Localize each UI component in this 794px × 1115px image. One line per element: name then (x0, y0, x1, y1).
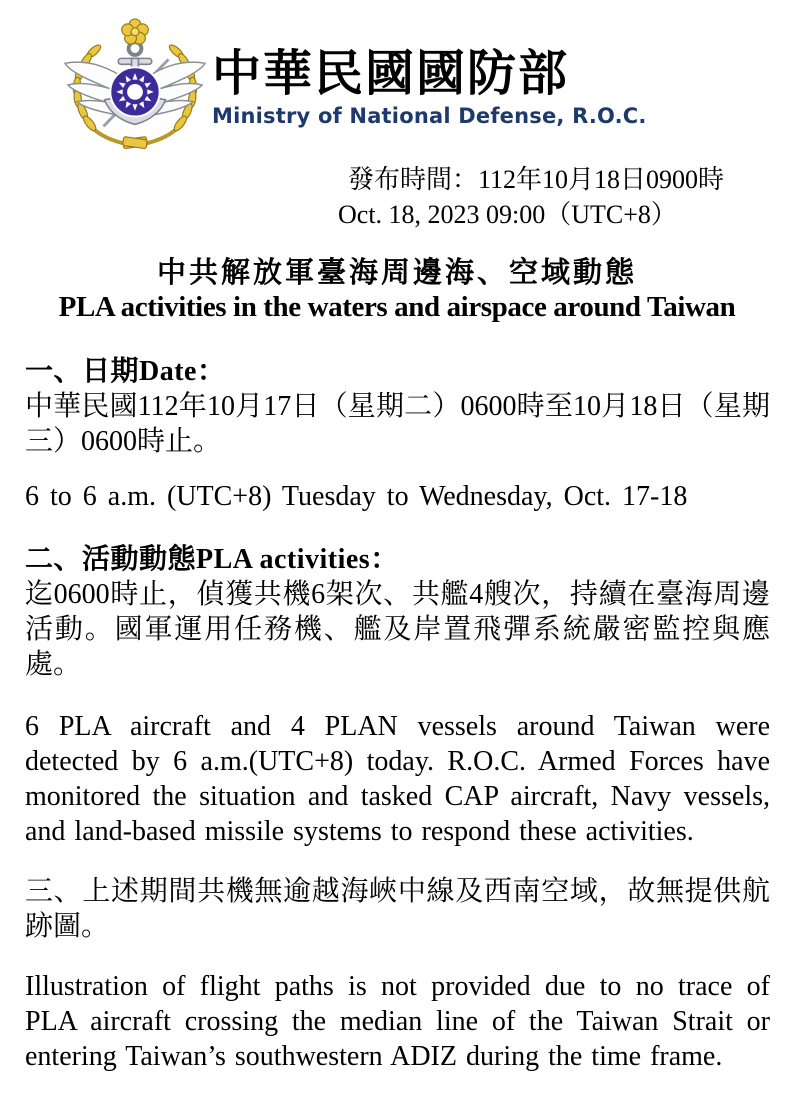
document-title-en: PLA activities in the waters and airspace around Taiwan (58, 291, 736, 324)
agency-name-cn: 中華民國國防部 (212, 46, 570, 101)
header (0, 0, 794, 154)
section-2-heading: 二、活動動態PLA activities： (25, 544, 399, 576)
section-2-body-cn: 迄0600時止，偵獲共機6架次、共艦4艘次，持續在臺海周邊活動。國軍運用任務機、艦及岸置飛彈系統嚴密監控與應處。 (25, 579, 770, 681)
release-time-en: Oct. 18, 2023 09:00（UTC+8） (338, 200, 677, 229)
section-1-heading: 一、日期Date： (25, 356, 226, 388)
section-3-body-cn: 三、上述期間共機無逾越海峽中線及西南空域，故無提供航跡圖。 (25, 876, 770, 943)
document-title-cn: 中共解放軍臺海周邊海、空域動態 (156, 257, 637, 289)
mnd-emblem-icon (60, 16, 210, 154)
section-3-body-en: Illustration of flight paths is not provided due to no trace of PLA aircraft crossing the median line of the Taiwan Strait or entering Taiwan’s southwestern ADIZ during the time frame. (25, 971, 770, 1073)
section-1-body-en: 6 to 6 a.m. (UTC+8) Tuesday to Wednesday, Oct. 17-18 (25, 481, 688, 513)
section-1-body-cn: 中華民國112年10月17日（星期二）0600時至10月18日（星期三）0600時止。 (25, 391, 770, 458)
section-2-body-en: 6 PLA aircraft and 4 PLAN vessels around Taiwan were detected by 6 a.m.(UTC+8) today. R.O.C. Armed Forces have monitored the situation and tasked CAP aircraft, Navy vessels, and land-based missile systems to respond these activities. (25, 711, 770, 848)
release-time-cn: 發布時間：112年10月18日0900時 (348, 165, 725, 194)
release-time (338, 162, 774, 232)
agency-name-en: Ministry of National Defense, R.O.C. (212, 104, 647, 129)
document-title (0, 256, 794, 324)
agency-block (212, 16, 647, 128)
document-body (25, 354, 770, 1074)
